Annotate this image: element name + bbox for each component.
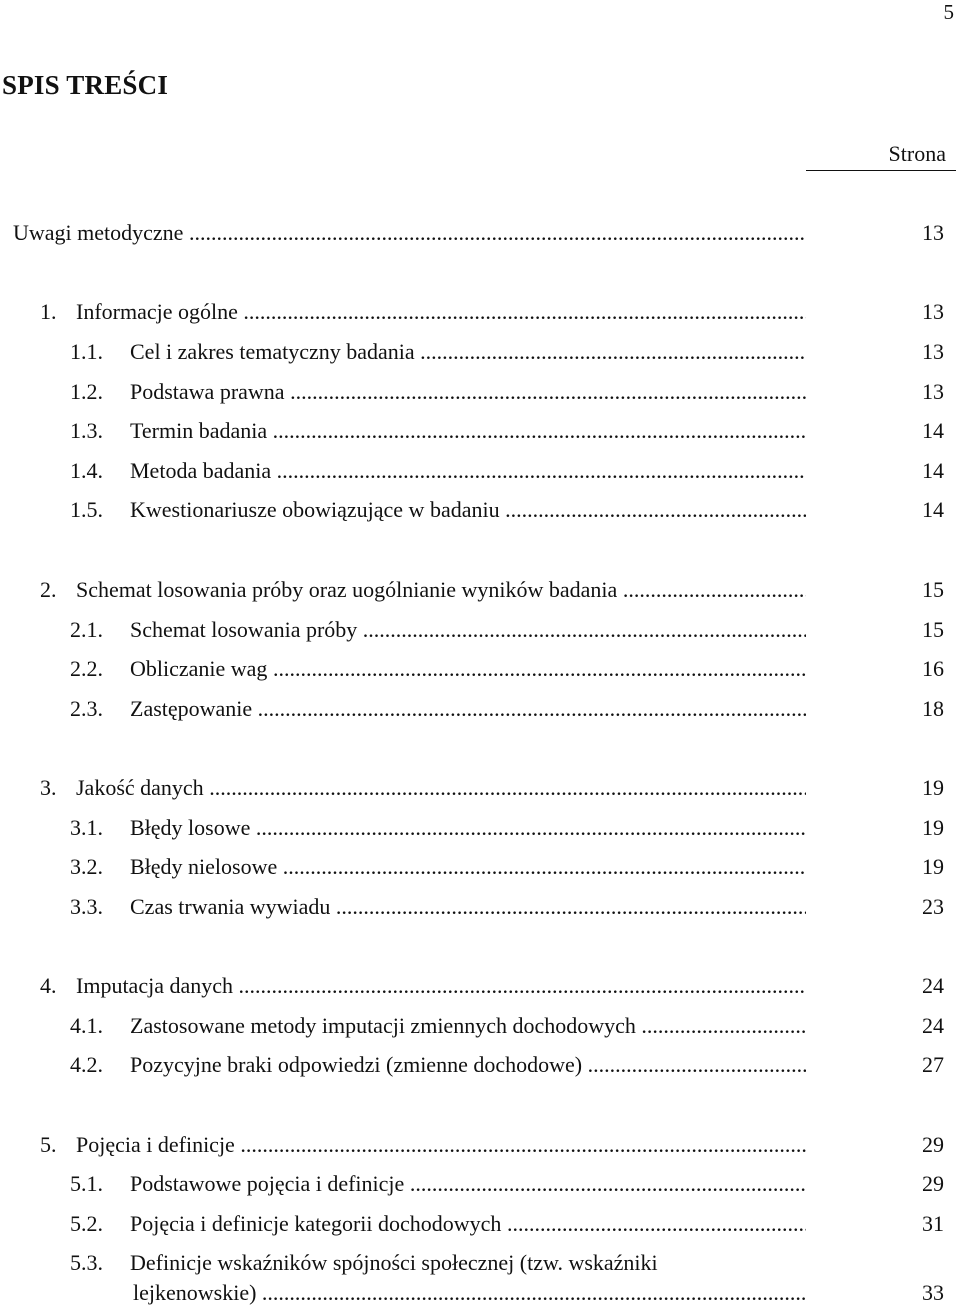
toc-entry-page: 33 xyxy=(922,1280,944,1305)
toc-entry-page: 19 xyxy=(922,854,944,879)
toc-entry-number: 1. xyxy=(40,299,57,324)
toc-entry-page: 24 xyxy=(922,973,944,998)
toc-entry-text: Czas trwania wywiadu ..... xyxy=(130,893,806,921)
toc-entry[interactable] xyxy=(0,808,960,848)
toc-entry-page: 15 xyxy=(922,617,944,642)
toc-entry-page: 19 xyxy=(922,815,944,840)
toc-entry-page: 15 xyxy=(922,577,944,602)
toc-entry-number: 3.1. xyxy=(70,815,103,840)
toc-title: SPIS TREŚCI xyxy=(2,70,169,100)
toc-entry-page: 19 xyxy=(922,775,944,800)
toc-entry-number: 2.1. xyxy=(70,617,103,642)
toc-entry-number: 1.3. xyxy=(70,418,103,443)
toc-entry-text: Podstawowe pojęcia i definicje ..... xyxy=(130,1170,806,1198)
toc-entry[interactable] xyxy=(0,451,960,491)
toc-entry[interactable] xyxy=(0,1045,960,1085)
toc-entry-page: 18 xyxy=(922,696,944,721)
toc-entry-page: 13 xyxy=(922,379,944,404)
toc-entry-number: 3.2. xyxy=(70,854,103,879)
toc-entry[interactable] xyxy=(0,1125,960,1165)
toc-entry-text: Zastosowane metody imputacji zmiennych dochodowych ..... xyxy=(130,1012,806,1040)
toc-entry-page: 14 xyxy=(922,497,944,522)
toc-entry[interactable] xyxy=(0,411,960,451)
toc-entry-text: Schemat losowania próby oraz uogólnianie wyników badania ..... xyxy=(76,576,806,604)
toc-entry-text: Imputacja danych ..... xyxy=(76,972,806,1000)
toc-entry-page: 29 xyxy=(922,1132,944,1157)
toc-entry[interactable] xyxy=(0,887,960,927)
toc-entry-number: 1.1. xyxy=(70,339,103,364)
toc-entry[interactable] xyxy=(0,1243,960,1313)
toc-entry-text-line1: Definicje wskaźników spójności społecznej (tzw. wskaźniki xyxy=(130,1250,658,1275)
page-column-header xyxy=(806,140,956,171)
toc-entry-text: Podstawa prawna ..... xyxy=(130,378,806,406)
toc-entry-page: 27 xyxy=(922,1052,944,1077)
page-number: 5 xyxy=(943,0,954,24)
toc-entry-number: 1.5. xyxy=(70,497,103,522)
toc-entry[interactable] xyxy=(0,1204,960,1244)
toc-entry-text: Uwagi metodyczne ..... xyxy=(13,219,806,247)
toc-entry-text: Pojęcia i definicje ..... xyxy=(76,1131,806,1159)
page-column-rule xyxy=(806,170,956,171)
toc-entry[interactable] xyxy=(0,966,960,1006)
toc-entry-text: Błędy nielosowe ..... xyxy=(130,853,806,881)
toc-entry-number: 2.3. xyxy=(70,696,103,721)
toc-entry-number: 1.4. xyxy=(70,458,103,483)
toc-entry[interactable] xyxy=(0,332,960,372)
toc-entry-page: 13 xyxy=(922,299,944,324)
toc-entry-number: 4.2. xyxy=(70,1052,103,1077)
toc-entry-text: Pozycyjne braki odpowiedzi (zmienne dochodowe) ..... xyxy=(130,1051,806,1079)
toc-entry-text: lejkenowskie) ..... xyxy=(133,1279,806,1307)
toc-entry[interactable] xyxy=(0,372,960,412)
toc-entry-text: Zastępowanie ..... xyxy=(130,695,806,723)
toc-entry[interactable] xyxy=(0,610,960,650)
toc-entry-page: 14 xyxy=(922,458,944,483)
toc-entry-text: Schemat losowania próby ..... xyxy=(130,616,806,644)
toc-entry[interactable] xyxy=(0,1164,960,1204)
toc-entry-page: 31 xyxy=(922,1211,944,1236)
toc-entry-number: 4.1. xyxy=(70,1013,103,1038)
toc-entry[interactable] xyxy=(0,213,960,253)
toc-entry-text: Obliczanie wag ..... xyxy=(130,655,806,683)
toc-entry-text: Błędy losowe ..... xyxy=(130,814,806,842)
toc-entry-text: Cel i zakres tematyczny badania ..... xyxy=(130,338,806,366)
toc-entry[interactable] xyxy=(0,689,960,729)
toc-entry[interactable] xyxy=(0,1006,960,1046)
toc-entry-page: 24 xyxy=(922,1013,944,1038)
toc-entry-number: 5.1. xyxy=(70,1171,103,1196)
toc-entry-page: 13 xyxy=(922,220,944,245)
toc-entry-number: 4. xyxy=(40,973,57,998)
toc-entry[interactable] xyxy=(0,847,960,887)
toc-entry[interactable] xyxy=(0,649,960,689)
toc-entry[interactable] xyxy=(0,292,960,332)
toc-entry-number: 1.2. xyxy=(70,379,103,404)
toc-entry-number: 2. xyxy=(40,577,57,602)
toc-entry-number: 5. xyxy=(40,1132,57,1157)
toc-entry-text: Metoda badania ..... xyxy=(130,457,806,485)
toc-entry-number: 2.2. xyxy=(70,656,103,681)
toc-entry-text: Jakość danych ..... xyxy=(76,774,806,802)
toc-entry-page: 29 xyxy=(922,1171,944,1196)
toc-entry-text: Informacje ogólne ..... xyxy=(76,298,806,326)
toc-entry[interactable] xyxy=(0,490,960,530)
toc-entry-page: 23 xyxy=(922,894,944,919)
toc-entry-text: Pojęcia i definicje kategorii dochodowych ..... xyxy=(130,1210,806,1238)
toc-entry-number: 5.3. xyxy=(70,1250,103,1275)
page-column-label: Strona xyxy=(888,141,946,166)
toc-entry[interactable] xyxy=(0,570,960,610)
toc-entry-page: 13 xyxy=(922,339,944,364)
toc-entry[interactable] xyxy=(0,768,960,808)
toc-entry-page: 16 xyxy=(922,656,944,681)
toc-entry-number: 3.3. xyxy=(70,894,103,919)
toc-entry-text: Kwestionariusze obowiązujące w badaniu ..... xyxy=(130,496,806,524)
toc-entry-text: Termin badania ..... xyxy=(130,417,806,445)
toc-entry-number: 5.2. xyxy=(70,1211,103,1236)
toc-entry-number: 3. xyxy=(40,775,57,800)
toc-entry-page: 14 xyxy=(922,418,944,443)
